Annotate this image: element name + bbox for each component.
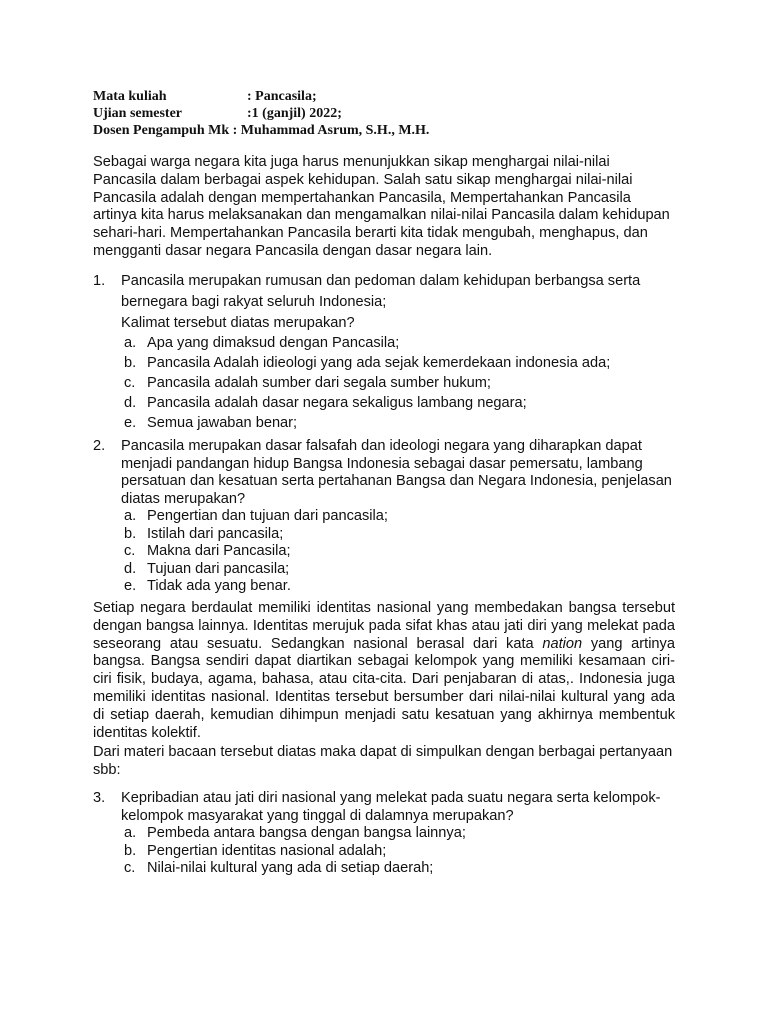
exam-label: Ujian semester: [93, 106, 183, 121]
option-letter: d.: [124, 395, 137, 411]
passage-part-1: Setiap negara berdaulat memiliki identitas nasional yang membedakan bangsa tersebut dengan bangsa lainnya. Identitas merujuk pada sifat khas atau jati diri yang melekat pada seseorang atau sesuatu. Sedangkan nasional berasal dari kata: [93, 600, 675, 652]
option-letter: b.: [124, 525, 137, 542]
question-3: [93, 790, 683, 878]
option-text: Tujuan dari pancasila;: [147, 560, 290, 577]
option-e[interactable]: [124, 413, 683, 433]
question-2: [93, 438, 683, 596]
course-label: Mata kuliah: [93, 89, 167, 104]
option-text: Semua jawaban benar;: [147, 415, 298, 431]
option-b[interactable]: [124, 843, 683, 861]
option-text: Makna dari Pancasila;: [147, 543, 291, 559]
option-letter: b.: [124, 842, 137, 859]
question-text: Kepribadian atau jati diri nasional yang melekat pada suatu negara serta kelompok-kelompok masyarakat yang tinggal di dalamnya merupakan?: [121, 790, 661, 824]
conclusion-paragraph: Dari materi bacaan tersebut diatas maka dapat di simpulkan dengan berbagai pertanyaan sbb:: [93, 744, 673, 778]
option-letter: e.: [124, 578, 137, 594]
option-b[interactable]: [124, 526, 683, 544]
option-text: Pancasila adalah sumber dari segala sumber hukum;: [147, 375, 491, 391]
option-c[interactable]: [124, 860, 683, 878]
option-text: Tidak ada yang benar.: [147, 578, 291, 594]
option-letter: a.: [124, 335, 137, 351]
passage-italic-word: nation: [542, 635, 583, 652]
question-text: Pancasila merupakan dasar falsafah dan ideologi negara yang diharapkan dapat menjadi pandangan hidup Bangsa Indonesia sebagai dasar pemersatu, lambang persatuan dan kesatuan serta pertahanan Bangsa dan Negara Indonesia, penjelasan diatas merupakan?: [121, 438, 672, 507]
lecturer-label: Dosen Pengampuh Mk: [93, 123, 230, 138]
option-text: Istilah dari pancasila;: [147, 525, 284, 542]
question-number: 2.: [93, 438, 106, 454]
question-text-line-2: bernegara bagi rakyat seluruh Indonesia;: [121, 294, 387, 310]
intro-paragraph: Sebagai warga negara kita juga harus menunjukkan sikap menghargai nilai-nilai Pancasila dalam berbagai aspek kehidupan. Salah satu sikap menghargai nilai-nilai Pancasila adalah dengan mempertahankan Pancasila, Mempertahankan Pancasila artinya kita harus melaksanakan dan mengamalkan nilai-nilai Pancasila dalam kehidupan sehari-hari. Mempertahankan Pancasila berarti kita tidak mengubah, menghapus, dan mengganti dasar negara Pancasila dengan dasar negara lain.: [93, 154, 670, 259]
option-letter: a.: [124, 508, 137, 524]
options-list: [124, 508, 683, 596]
question-number: 3.: [93, 790, 106, 806]
exam-row: [93, 105, 429, 122]
option-b[interactable]: [124, 353, 683, 373]
options-list: [124, 825, 683, 878]
lecturer-row: [93, 122, 429, 139]
option-a[interactable]: [124, 333, 683, 353]
question-number: 1.: [93, 273, 106, 289]
course-value: : Pancasila;: [247, 89, 317, 104]
option-text: Nilai-nilai kultural yang ada di setiap daerah;: [147, 860, 434, 876]
option-d[interactable]: [124, 561, 683, 579]
option-letter: c.: [124, 543, 136, 559]
course-row: [93, 88, 429, 105]
option-e[interactable]: [124, 578, 683, 596]
lecturer-value: : Muhammad Asrum, S.H., M.H.: [232, 123, 430, 138]
option-text: Pembeda antara bangsa dengan bangsa lainnya;: [147, 825, 466, 841]
question-1: [93, 271, 683, 433]
option-text: Pancasila adalah dasar negara sekaligus lambang negara;: [147, 395, 527, 411]
options-list: [124, 333, 683, 433]
option-letter: d.: [124, 560, 137, 577]
option-letter: e.: [124, 415, 137, 431]
reading-passage: [93, 600, 675, 742]
option-c[interactable]: [124, 543, 683, 561]
exam-value: :1 (ganjil) 2022;: [247, 106, 342, 121]
question-prompt: Kalimat tersebut diatas merupakan?: [121, 315, 355, 331]
option-a[interactable]: [124, 825, 683, 843]
option-c[interactable]: [124, 373, 683, 393]
passage-part-2: yang artinya bangsa. Bangsa sendiri dapat diartikan sebagai kelompok yang memiliki kesamaan ciri-ciri fisik, budaya, agama, bahasa, atau cita-cita. Dari penjabaran di atas,. Indonesia juga memiliki identitas nasional. Identitas tersebut bersumber dari nilai-nilai kultural yang ada di setiap daerah, kemudian dihimpun menjadi satu kesatuan yang akhirnya membentuk identitas kolektif.: [93, 635, 675, 741]
exam-header: [93, 88, 429, 139]
option-d[interactable]: [124, 393, 683, 413]
option-text: Pengertian dan tujuan dari pancasila;: [147, 508, 388, 524]
option-letter: c.: [124, 860, 136, 876]
option-letter: c.: [124, 375, 136, 391]
option-text: Pancasila Adalah idieologi yang ada sejak kemerdekaan indonesia ada;: [147, 355, 611, 371]
option-a[interactable]: [124, 508, 683, 526]
question-text-line-1: Pancasila merupakan rumusan dan pedoman dalam kehidupan berbangsa serta: [121, 273, 641, 289]
option-letter: b.: [124, 355, 137, 371]
option-text: Pengertian identitas nasional adalah;: [147, 842, 387, 859]
option-text: Apa yang dimaksud dengan Pancasila;: [147, 335, 400, 351]
option-letter: a.: [124, 825, 137, 841]
